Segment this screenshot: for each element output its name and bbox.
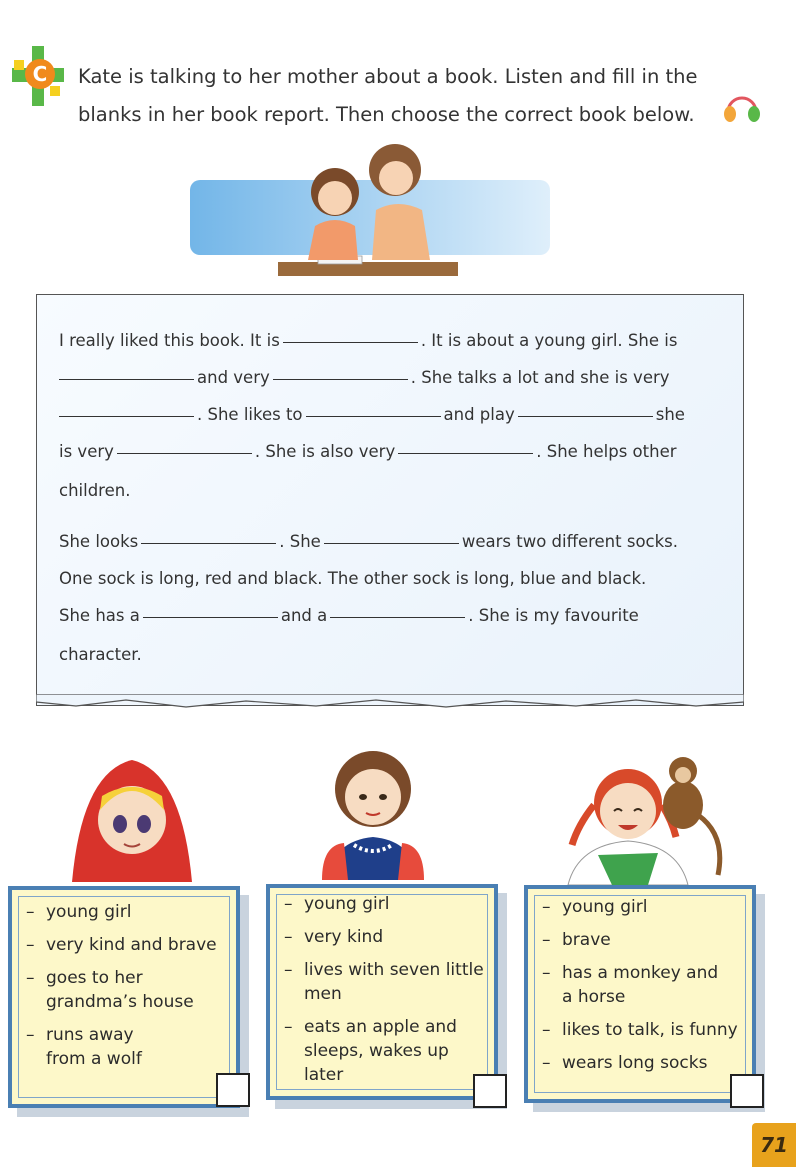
book-report [36, 294, 744, 706]
report-text: and play [443, 405, 515, 424]
answer-checkbox-1[interactable] [216, 1073, 250, 1107]
answer-blank[interactable] [324, 542, 459, 544]
answer-blank[interactable] [117, 452, 252, 454]
list-item: – goes to her grandma’s house [22, 966, 196, 1014]
report-line: character. [59, 645, 142, 664]
headphones-icon [722, 88, 762, 124]
card-list [538, 895, 746, 1084]
book-card-3 [524, 885, 756, 1103]
book-card-1 [8, 886, 240, 1108]
list-item: – eats an apple and sleeps, wakes up later [280, 1015, 474, 1087]
list-item: – wears long socks [538, 1051, 746, 1075]
instruction-line: Kate is talking to her mother about a book. Listen and fill in the [78, 65, 698, 88]
book-card-2 [266, 884, 498, 1100]
list-item: – lives with seven little men [280, 958, 494, 1006]
report-line: children. [59, 481, 131, 500]
report-line [59, 330, 677, 352]
list-item: – runs away from a wolf [22, 1023, 176, 1071]
report-text: . She is my favourite [468, 606, 639, 625]
answer-blank[interactable] [398, 452, 533, 454]
report-text: She looks [59, 532, 139, 551]
torn-paper-edge [36, 694, 744, 714]
report-line [59, 605, 639, 627]
page-number: 71 [752, 1123, 796, 1167]
red-riding-hood-picture [62, 752, 202, 882]
list-item: – young girl [22, 900, 230, 924]
answer-blank[interactable] [518, 415, 653, 417]
list-item: – young girl [538, 895, 746, 919]
instruction-line: blanks in her book report. Then choose the correct book below. [78, 103, 695, 126]
report-line [59, 441, 677, 463]
list-item: – brave [538, 928, 746, 952]
report-line [59, 531, 678, 553]
report-line [59, 367, 670, 389]
answer-blank[interactable] [141, 542, 276, 544]
answer-blank[interactable] [306, 415, 441, 417]
report-text: is very [59, 442, 114, 461]
report-text: She has a [59, 606, 140, 625]
section-letter: C [32, 62, 48, 86]
list-item: – has a monkey and a horse [538, 961, 722, 1009]
report-text: I really liked this book. It is [59, 331, 280, 350]
answer-blank[interactable] [59, 378, 194, 380]
list-item: – very kind and brave [22, 933, 230, 957]
list-item: – young girl [280, 892, 488, 916]
answer-checkbox-2[interactable] [473, 1074, 507, 1108]
answer-blank[interactable] [143, 616, 278, 618]
answer-blank[interactable] [330, 616, 465, 618]
report-text: wears two different socks. [461, 532, 679, 551]
answer-blank[interactable] [273, 378, 408, 380]
card-list [22, 900, 230, 1080]
pippi-with-monkey-picture [548, 745, 728, 885]
report-text: . She is also very [254, 442, 396, 461]
report-text: . She [279, 532, 321, 551]
report-text: . It is about a young girl. She is [420, 331, 678, 350]
answer-blank[interactable] [283, 341, 418, 343]
report-text: and very [197, 368, 270, 387]
instructions [78, 58, 768, 134]
answer-blank[interactable] [59, 415, 194, 417]
report-text: . She talks a lot and she is very [410, 368, 670, 387]
report-text: . She likes to [197, 405, 303, 424]
report-text: . She helps other [536, 442, 677, 461]
snow-white-picture [318, 745, 428, 880]
section-c-badge-icon [12, 46, 64, 106]
report-text: and a [280, 606, 328, 625]
report-line: One sock is long, red and black. The other sock is long, blue and black. [59, 569, 647, 588]
list-item: – likes to talk, is funny [538, 1018, 746, 1042]
report-text: she [655, 405, 685, 424]
report-line [59, 404, 685, 426]
answer-checkbox-3[interactable] [730, 1074, 764, 1108]
kate-and-mother-illustration [190, 140, 560, 280]
list-item: – very kind [280, 925, 488, 949]
card-list [280, 892, 488, 1096]
